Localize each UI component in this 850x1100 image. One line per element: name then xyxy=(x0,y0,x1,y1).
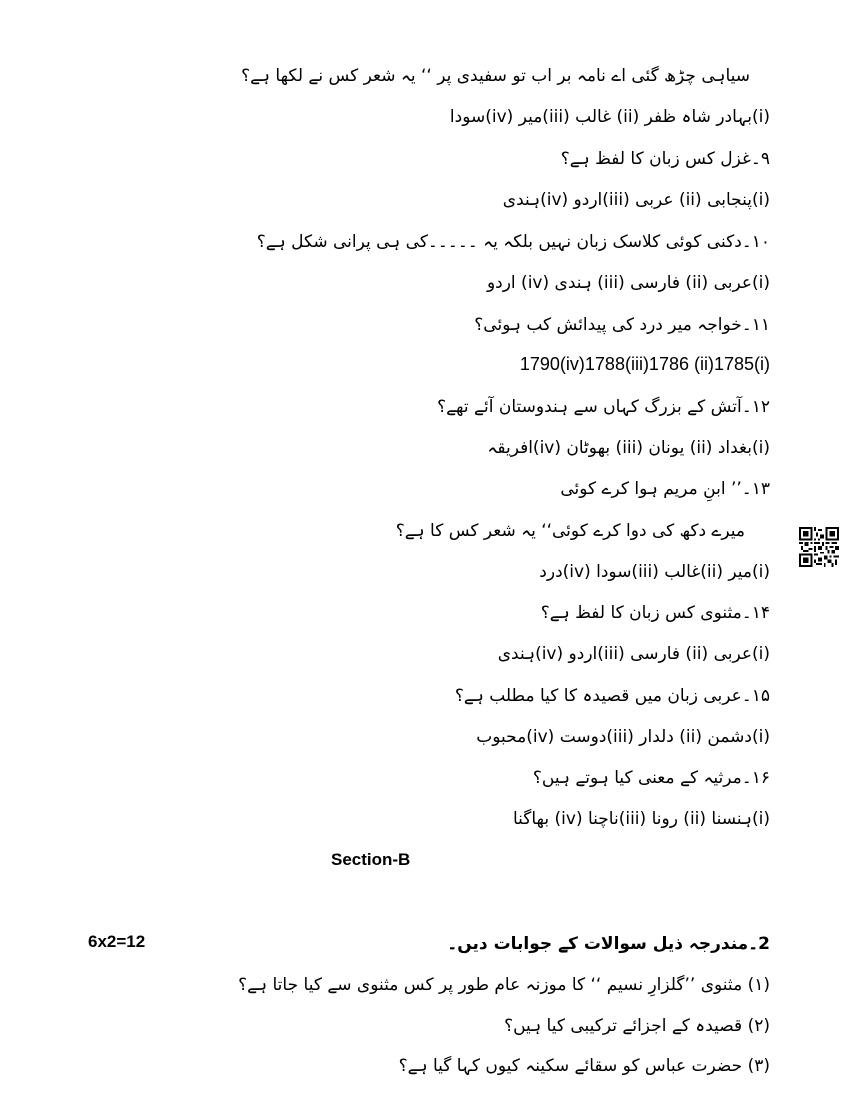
q11-options: 1790(iv)1788(iii)1786 (ii)1785(i) xyxy=(519,354,770,374)
q13-stem-line2: میرے دکھ کی دوا کرے کوئی‘‘ یہ شعر کس کا ہے؟ xyxy=(395,521,745,541)
q13-options: (i)میر (ii)غالب (iii)سودا (iv)درد xyxy=(539,562,770,582)
q9-stem: ۹۔غزل کس زبان کا لفظ ہے؟ xyxy=(560,149,770,169)
q8-stem: سیاہی چڑھ گئی اے نامہ بر اب تو سفیدی پر ‘‘ یہ شعر کس نے لکھا ہے؟ xyxy=(241,66,750,86)
q9-options: (i)پنجابی (ii) عربی (iii)اردو (iv)ہندی xyxy=(502,190,770,210)
q14-stem: ۱۴۔مثنوی کس زبان کا لفظ ہے؟ xyxy=(540,603,770,623)
q2-sub1: (۱) مثنوی ’’گلزارِ نسیم ‘‘ کا موزنہ عام طور پر کس مثنوی سے کیا جاتا ہے؟ xyxy=(238,975,770,995)
q2-sub3: (۳) حضرت عباس کو سقائے سکینہ کیوں کہا گیا ہے؟ xyxy=(398,1056,770,1076)
qr-code-icon xyxy=(799,527,839,567)
q11-stem: ۱۱۔خواجہ میر درد کی پیدائش کب ہوئی؟ xyxy=(474,315,770,335)
q12-stem: ۱۲۔آتش کے بزرگ کہاں سے ہندوستان آئے تھے؟ xyxy=(437,397,770,417)
marks-label: 6x2=12 xyxy=(88,932,146,951)
q14-options: (i)عربی (ii) فارسی (iii)اردو (iv)ہندی xyxy=(497,644,770,664)
section-title: Section-B xyxy=(331,850,411,869)
q16-options: (i)ہنسنا (ii) رونا (iii)ناچنا (iv) بھاگنا xyxy=(512,809,770,829)
q13-stem-line1: ۱۳۔’’ ابنِ مریم ہوا کرے کوئی xyxy=(560,479,770,499)
q15-options: (i)دشمن (ii) دلدار (iii)دوست (iv)محبوب xyxy=(476,727,770,747)
q16-stem: ۱۶۔مرثیہ کے معنی کیا ہوتے ہیں؟ xyxy=(532,768,770,788)
q10-options: (i)عربی (ii) فارسی (iii) ہندی (iv) اردو xyxy=(486,273,770,293)
q15-stem: ۱۵۔عربی زبان میں قصیدہ کا کیا مطلب ہے؟ xyxy=(454,686,770,706)
q2-heading: 2۔مندرجہ ذیل سوالات کے جوابات دیں۔ xyxy=(447,934,770,954)
q10-stem: ۱۰۔دکنی کوئی کلاسک زبان نہیں بلکہ یہ ۔۔۔۔۔کی ہی پرانی شکل ہے؟ xyxy=(256,232,770,252)
q2-sub2: (۲) قصیدہ کے اجزائے ترکیبی کیا ہیں؟ xyxy=(504,1016,770,1036)
q8-options: (i)بہادر شاہ ظفر (ii) غالب (iii)میر (iv)سودا xyxy=(449,107,770,127)
q12-options: (i)بغداد (ii) یونان (iii) بھوٹان (iv)افریقہ xyxy=(487,438,770,458)
